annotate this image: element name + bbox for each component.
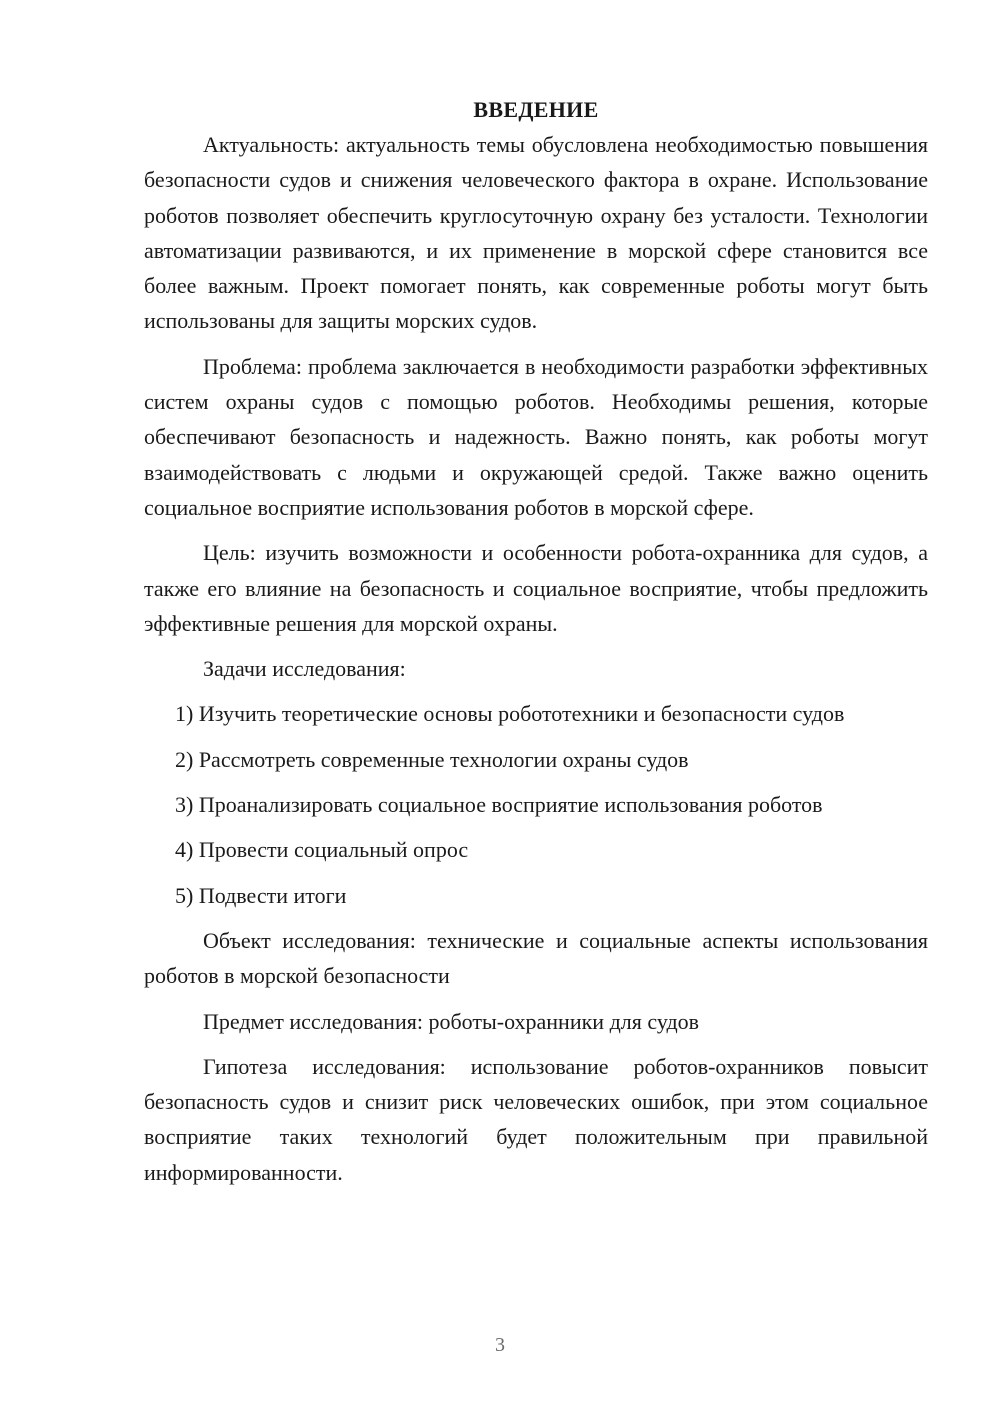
list-item: 2) Рассмотреть современные технологии охраны судов bbox=[175, 746, 689, 772]
list-item: 1) Изучить теоретические основы робототехники и безопасности судов bbox=[175, 701, 845, 727]
subject-paragraph: Предмет исследования: роботы-охранники для судов bbox=[203, 1008, 700, 1034]
page-content bbox=[144, 92, 928, 1190]
page-title: ВВЕДЕНИЕ bbox=[473, 97, 599, 122]
list-item: 5) Подвести итоги bbox=[175, 882, 347, 908]
relevance-paragraph: Актуальность: актуальность темы обусловлена необходимостью повышения безопасности судов и снижения человеческого фактора в охране. Использование роботов позволяет обеспечить круглосуточную охрану без усталости. Технологии автоматизации развиваются, и их применение в морской сфере становится все более важным. Проект помогает понять, как современные роботы могут быть использованы для защиты морских судов. bbox=[144, 132, 928, 334]
goal-paragraph: Цель: изучить возможности и особенности робота-охранника для судов, а также его влияние на безопасность и социальное восприятие, чтобы предложить эффективные решения для морской охраны. bbox=[144, 540, 928, 636]
list-item: 4) Провести социальный опрос bbox=[175, 837, 469, 863]
list-item: 3) Проанализировать социальное восприятие использования роботов bbox=[175, 792, 823, 818]
hypothesis-paragraph: Гипотеза исследования: использование роботов-охранников повысит безопасность судов и снизит риск человеческих ошибок, при этом социальное восприятие таких технологий будет положительным при правильной информированности. bbox=[144, 1053, 928, 1185]
tasks-heading: Задачи исследования: bbox=[203, 656, 406, 682]
object-paragraph: Объект исследования: технические и социальные аспекты использования роботов в морской безопасности bbox=[144, 927, 928, 989]
problem-paragraph: Проблема: проблема заключается в необходимости разработки эффективных систем охраны судов с помощью роботов. Необходимы решения, которые обеспечивают безопасность и надежность. Важно понять, как роботы могут взаимодействовать с людьми и окружающей средой. Также важно оценить социальное восприятие использования роботов в морской сфере. bbox=[144, 353, 928, 520]
tasks-list bbox=[144, 696, 928, 912]
page-number: 3 bbox=[495, 1334, 505, 1356]
